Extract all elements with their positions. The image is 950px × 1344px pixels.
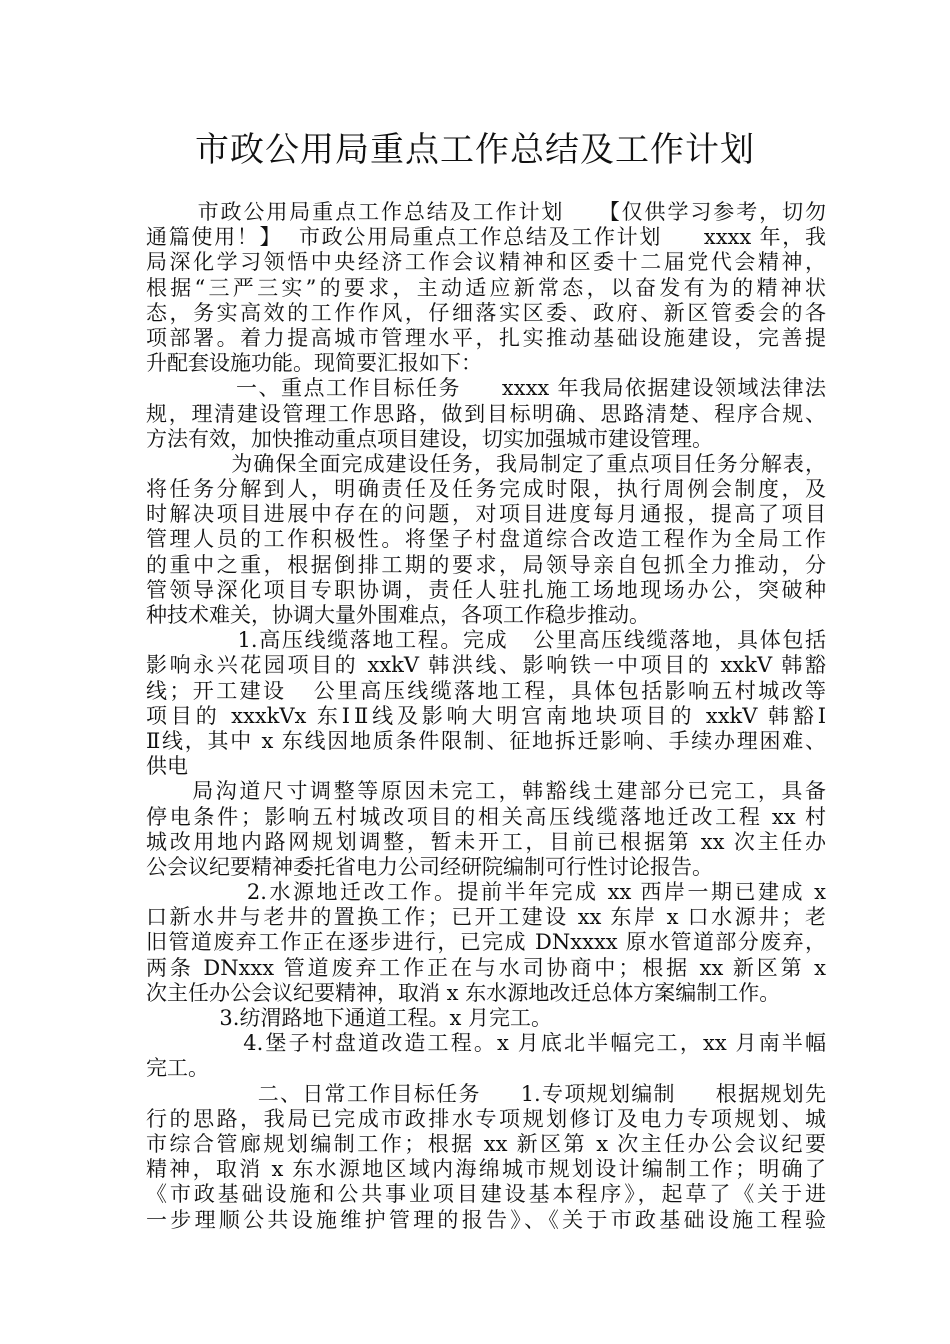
- document-line: 规，理清建设管理工作思路，做到目标明确、思路清楚、程序合规、: [146, 401, 826, 426]
- document-line: 城改用地内路网规划调整，暂未开工，目前已根据第 xx 次主任办: [146, 829, 826, 854]
- document-line: 1.高压线缆落地工程。完成 公里高压线缆落地，具体包括: [146, 628, 826, 653]
- document-line: Ⅱ线，其中 x 东线因地质条件限制、征地拆迁影响、手续办理困难、: [146, 728, 826, 753]
- document-title: 市政公用局重点工作总结及工作计划: [195, 130, 755, 170]
- document-line: 管领导深化项目专职协调，责任人驻扎施工场地现场办公，突破种: [146, 577, 826, 602]
- document-line: 一步理顺公共设施维护管理的报告》、《关于市政基础设施工程验: [146, 1207, 826, 1232]
- document-line: 次主任办公会议纪要精神，取消 x 东水源地改迁总体方案编制工作。: [146, 980, 781, 1005]
- document-line: 方法有效，加快推动重点项目建设，切实加强城市建设管理。: [146, 426, 713, 451]
- document-line: 将任务分解到人，明确责任及任务完成时限，执行周例会制度，及: [146, 477, 826, 502]
- document-line: 影响永兴花园项目的 xxkV 韩洪线、影响铁一中项目的 xxkV 韩豁: [146, 653, 826, 678]
- document-line: 二、日常工作目标任务 1.专项规划编制 根据规划先: [146, 1081, 826, 1106]
- document-line: 通篇使用！】 市政公用局重点工作总结及工作计划 xxxx 年，我: [146, 225, 826, 250]
- document-line: 两条 DNxxx 管道废弃工作正在与水司协商中；根据 xx 新区第 x: [146, 955, 826, 980]
- document-line: 2.水源地迁改工作。提前半年完成 xx 西岸一期已建成 x: [146, 880, 826, 905]
- document-line: 完工。: [146, 1056, 209, 1081]
- document-line: 4.堡子村盘道改造工程。x 月底北半幅完工，xx 月南半幅: [146, 1031, 826, 1056]
- document-line: 市综合管廊规划编制工作；根据 xx 新区第 x 次主任办公会议纪要: [146, 1131, 826, 1156]
- document-line: 供电: [146, 754, 188, 779]
- document-line: 升配套设施功能。现简要汇报如下：: [146, 351, 482, 376]
- document-line: 行的思路，我局已完成市政排水专项规划修订及电力专项规划、城: [146, 1106, 826, 1131]
- document-line: 3.纺渭路地下通道工程。x 月完工。: [146, 1006, 552, 1030]
- document-line: 一、重点工作目标任务 xxxx 年我局依据建设领域法律法: [146, 376, 826, 401]
- document-line: 为确保全面完成建设任务，我局制定了重点项目任务分解表，: [146, 451, 826, 476]
- document-line: 《市政基础设施和公共事业项目建设基本程序》，起草了《关于进: [146, 1182, 826, 1207]
- document-line: 市政公用局重点工作总结及工作计划 【仅供学习参考，切勿: [146, 200, 826, 224]
- document-line: 的重中之重，根据倒排工期的要求，局领导亲自包抓全力推动，分: [146, 552, 826, 577]
- document-line: 管理人员的工作积极性。将堡子村盘道综合改造工程作为全局工作: [146, 527, 826, 552]
- document-line: 停电条件；影响五村城改项目的相关高压线缆落地迁改工程 xx 村: [146, 804, 826, 829]
- document-line: 态，务实高效的工作作风，仔细落实区委、政府、新区管委会的各: [146, 300, 826, 325]
- document-line: 旧管道废弃工作正在逐步进行，已完成 DNxxxx 原水管道部分废弃，: [146, 930, 826, 955]
- document-body: [146, 200, 826, 1233]
- document-line: 口新水井与老井的置换工作；已开工建设 xx 东岸 x 口水源井；老: [146, 905, 826, 930]
- document-line: 线；开工建设 公里高压线缆落地工程，具体包括影响五村城改等: [146, 678, 826, 703]
- document-line: 种技术难关，协调大量外围难点，各项工作稳步推动。: [146, 603, 650, 627]
- document-line: 局沟道尺寸调整等原因未完工，韩豁线土建部分已完工，具备: [146, 779, 826, 804]
- document-line: 公会议纪要精神委托省电力公司经研院编制可行性讨论报告。: [146, 854, 713, 879]
- document-line: 项目的 xxxkVx 东ⅠⅡ线及影响大明宫南地块项目的 xxkV 韩豁Ⅰ: [146, 703, 826, 728]
- document-line: 局深化学习领悟中央经济工作会议精神和区委十二届党代会精神，: [146, 250, 826, 275]
- document-line: 精神，取消 x 东水源地区域内海绵城市规划设计编制工作；明确了: [146, 1157, 826, 1182]
- document-line: 时解决项目进展中存在的问题，对项目进度每月通报，提高了项目: [146, 502, 826, 527]
- document-line: 项部署。着力提高城市管理水平，扎实推动基础设施建设，完善提: [146, 325, 826, 350]
- document-line: 根据“三严三实”的要求，主动适应新常态，以奋发有为的精神状: [146, 275, 826, 300]
